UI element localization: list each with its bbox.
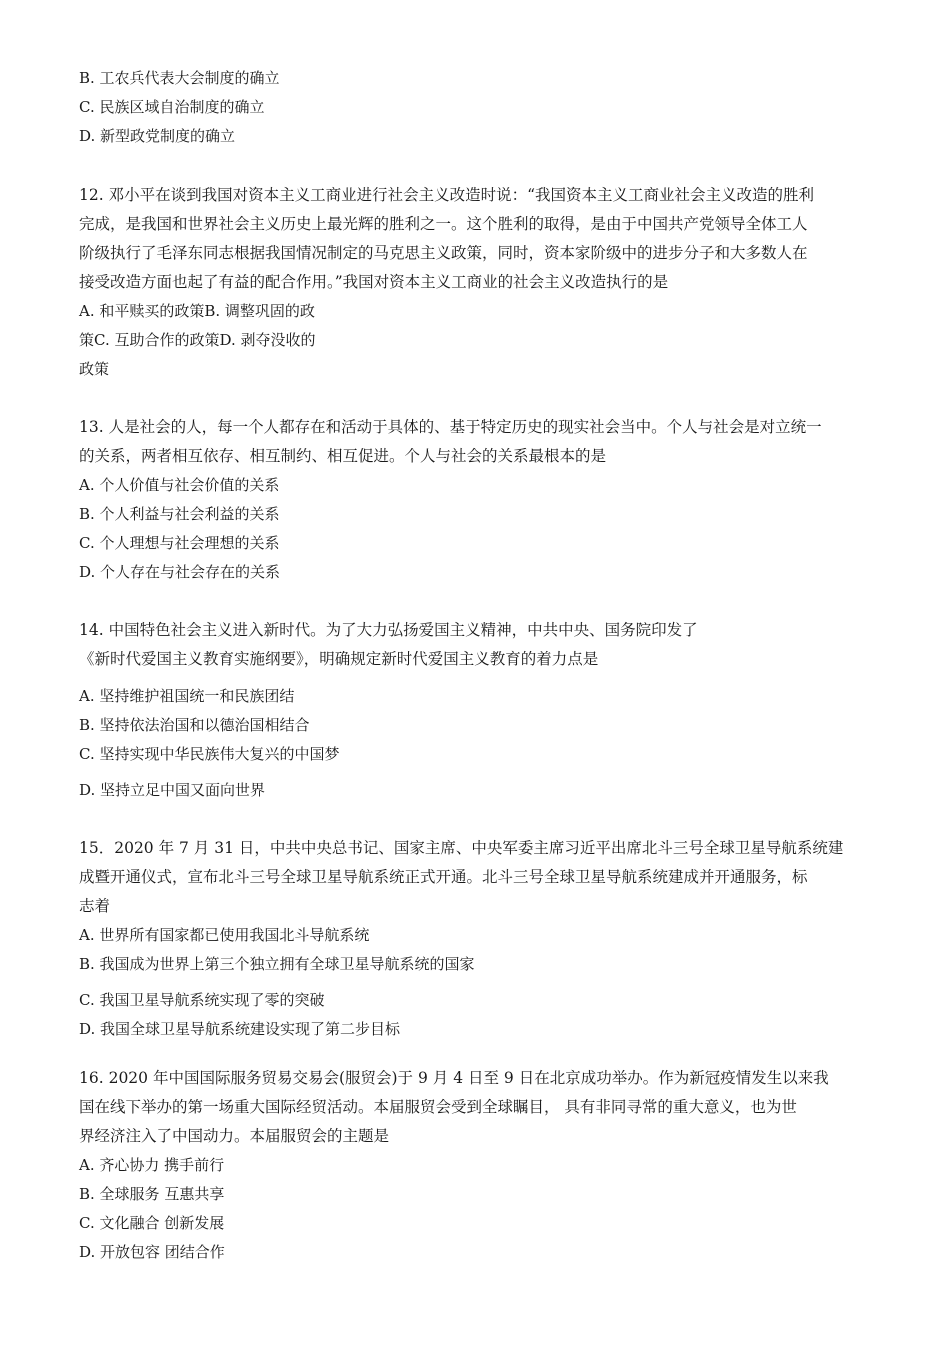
- q15-option-b: B. 我国成为世界上第三个独立拥有全球卫星导航系统的国家: [79, 955, 475, 973]
- q14-option-d: D. 坚持立足中国又面向世界: [79, 781, 266, 799]
- q14-option-a: A. 坚持维护祖国统一和民族团结: [79, 687, 295, 705]
- q15-stem-line: 志着: [79, 897, 111, 915]
- q15-stem-line: 15．2020 年 7 月 31 日，中共中央总书记、国家主席、中央军委主席习近平出席北斗三号全球卫星导航系统建: [79, 839, 844, 857]
- q12-options-line: 策C. 互助合作的政策D. 剥夺没收的: [79, 331, 316, 349]
- q16-option-c: C. 文化融合 创新发展: [79, 1214, 225, 1232]
- q15-option-a: A. 世界所有国家都已使用我国北斗导航系统: [79, 926, 370, 944]
- q13-option-d: D. 个人存在与社会存在的关系: [79, 563, 281, 581]
- q12-stem-line: 完成，是我国和世界社会主义历史上最光辉的胜利之一。这个胜利的取得，是由于中国共产党领导全体工人: [79, 215, 808, 233]
- q12-options-line: A. 和平赎买的政策B. 调整巩固的政: [79, 302, 315, 320]
- q12-stem-line: 阶级执行了毛泽东同志根据我国情况制定的马克思主义政策，同时，资本家阶级中的进步分子和大多数人在: [79, 244, 808, 262]
- q14-stem-line: 《新时代爱国主义教育实施纲要》，明确规定新时代爱国主义教育的着力点是: [79, 650, 599, 668]
- q13-option-a: A. 个人价值与社会价值的关系: [79, 476, 280, 494]
- q16-stem-line: 国在线下举办的第一场重大国际经贸活动。本届服贸会受到全球瞩目， 具有非同寻常的重大意义，也为世: [79, 1098, 797, 1116]
- q12-stem-line: 12. 邓小平在谈到我国对资本主义工商业进行社会主义改造时说：“我国资本主义工商业社会主义改造的胜利: [79, 186, 815, 204]
- q16-option-b: B. 全球服务 互惠共享: [79, 1185, 225, 1203]
- q14-option-b: B. 坚持依法治国和以德治国相结合: [79, 716, 310, 734]
- q15-stem-line: 成暨开通仪式，宣布北斗三号全球卫星导航系统正式开通。北斗三号全球卫星导航系统建成并开通服务，标: [79, 868, 808, 886]
- q16-option-d: D. 开放包容 团结合作: [79, 1243, 225, 1261]
- q11-option-c: C. 民族区域自治制度的确立: [79, 98, 265, 116]
- q16-stem-line: 界经济注入了中国动力。本届服贸会的主题是: [79, 1127, 390, 1145]
- q13-option-b: B. 个人利益与社会利益的关系: [79, 505, 280, 523]
- q12-options-line: 政策: [79, 360, 110, 378]
- q13-stem-line: 的关系，两者相互依存、相互制约、相互促进。个人与社会的关系最根本的是: [79, 447, 607, 465]
- q16-stem-line: 16. 2020 年中国国际服务贸易交易会(服贸会)于 9 月 4 日至 9 日在北京成功举办。作为新冠疫情发生以来我: [79, 1069, 829, 1087]
- q15-option-c: C. 我国卫星导航系统实现了零的突破: [79, 991, 325, 1009]
- q11-option-b: B. 工农兵代表大会制度的确立: [79, 69, 280, 87]
- q13-option-c: C. 个人理想与社会理想的关系: [79, 534, 280, 552]
- q12-stem-line: 接受改造方面也起了有益的配合作用。”我国对资本主义工商业的社会主义改造执行的是: [79, 273, 669, 291]
- q11-option-d: D. 新型政党制度的确立: [79, 127, 236, 145]
- q13-stem-line: 13. 人是社会的人，每一个人都存在和活动于具体的、基于特定历史的现实社会当中。个人与社会是对立统一: [79, 418, 822, 436]
- q16-option-a: A. 齐心协力 携手前行: [79, 1156, 225, 1174]
- q14-option-c: C. 坚持实现中华民族伟大复兴的中国梦: [79, 745, 340, 763]
- q15-option-d: D. 我国全球卫星导航系统建设实现了第二步目标: [79, 1020, 401, 1038]
- q14-stem-line: 14. 中国特色社会主义进入新时代。为了大力弘扬爱国主义精神，中共中央、国务院印发了: [79, 621, 698, 639]
